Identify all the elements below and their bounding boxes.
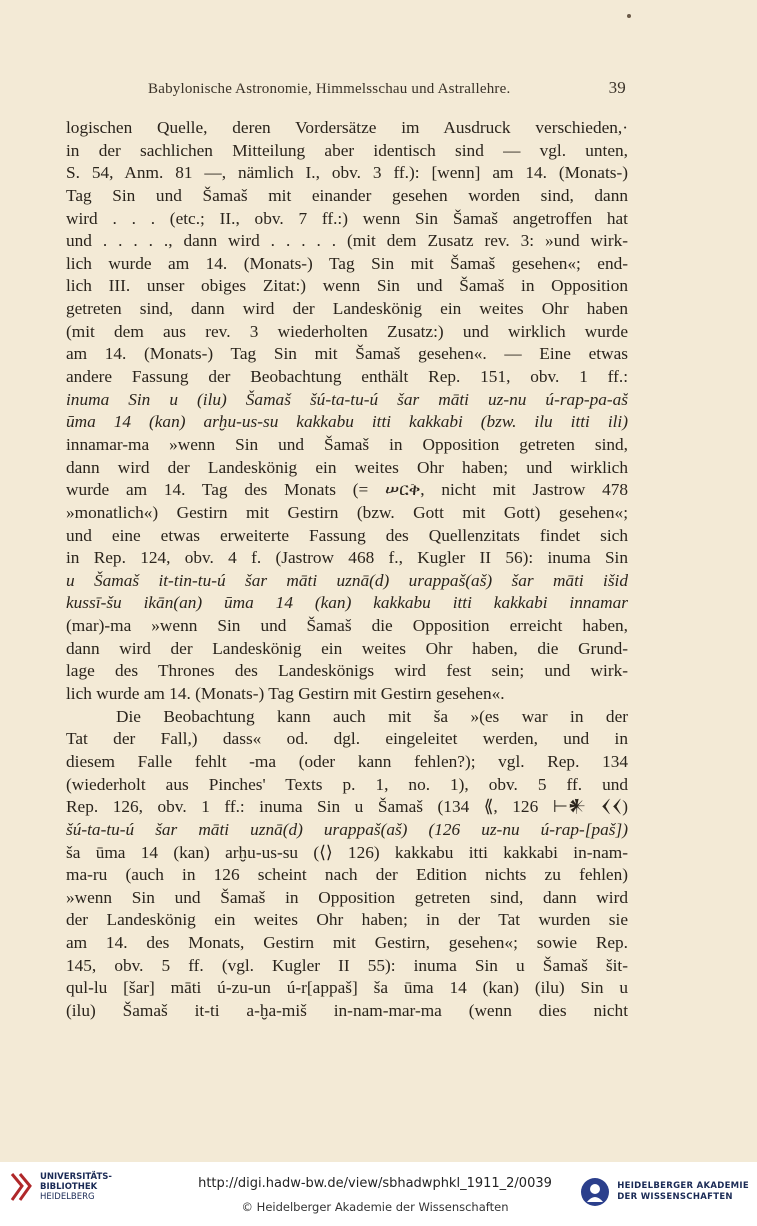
text-line: ūma 14 (kan) arḫu-us-su kakkabu itti kakkabi (bzw. ilu itti ili) [66, 412, 628, 432]
permalink-url[interactable]: http://digi.hadw-bw.de/view/sbhadwphkl_1911_2/0039 [198, 1176, 552, 1191]
academy-logo[interactable] [579, 1176, 749, 1208]
speck-mark [627, 14, 631, 18]
text-line: kussī-šu ikān(an) ūma 14 (kan) kakkabu itti kakkabi innamar [66, 593, 628, 613]
text-line: Rep. 126, obv. 1 ff.: inuma Sin u Šamaš (134 ⟪, 126 ⊢𒀭 𒌋𒌋) [66, 797, 628, 817]
text-line: (ilu) Šamaš it-ti a-ḫa-miš in-nam-mar-ma (wenn dies nicht [66, 1000, 628, 1020]
text-line: (wiederholt aus Pinches' Texts p. 1, no. 1), obv. 5 ff. und [66, 774, 628, 794]
library-emblem-icon [8, 1172, 34, 1202]
text-line: und eine etwas erweiterte Fassung des Quellenzitats findet sich [66, 525, 628, 545]
text-line: qul-lu [šar] māti ú-zu-un ú-r[appaš] ša ūma 14 (kan) (ilu) Sin u [66, 978, 628, 998]
text-line: lich III. unser obiges Zitat:) wenn Sin und Šamaš in Opposition [66, 276, 628, 296]
page-number: 39 [608, 78, 626, 97]
viewer-footer [0, 1162, 757, 1226]
text-line: wurde am 14. Tag des Monats (= ሠርቅ, nicht mit Jastrow 478 [66, 480, 628, 500]
text-line: u Šamaš it-tin-tu-ú šar māti uznā(d) urappaš(aš) šar māti išid [66, 570, 628, 590]
library-name-line: HEIDELBERG [40, 1192, 95, 1202]
text-line: und . . . . ., dann wird . . . . . (mit dem Zusatz rev. 3: »und wirk- [66, 231, 628, 251]
running-header [148, 78, 626, 98]
text-line: S. 54, Anm. 81 —, nämlich I., obv. 3 ff.): [wenn] am 14. (Monats-) [66, 163, 628, 183]
text-line: innamar-ma »wenn Sin und Šamaš in Opposition getreten sind, [66, 434, 628, 454]
text-line: am 14. (Monats-) Tag Sin mit Šamaš gesehen«. — Eine etwas [66, 344, 628, 364]
academy-name-line: HEIDELBERGER AKADEMIE [617, 1181, 749, 1191]
text-line: lich wurde am 14. (Monats-) Tag Gestirn mit Gestirn gesehen«. [66, 684, 505, 704]
university-library-logo[interactable] [8, 1172, 112, 1202]
running-title: Babylonische Astronomie, Himmelsschau und Astrallehre. [148, 81, 511, 97]
text-line: Tat der Fall,) dass« od. dgl. eingeleitet werden, und in [66, 729, 628, 749]
text-line: (mar)-ma »wenn Sin und Šamaš die Opposition erreicht haben, [66, 616, 628, 636]
text-line: inuma Sin u (ilu) Šamaš šú-ta-tu-ú šar māti uz-nu ú-rap-pa-aš [66, 389, 628, 409]
text-line: (mit dem aus rev. 3 wiederholten Zusatz:) und wirklich wurde [66, 321, 628, 341]
text-line: getreten sind, dann wird der Landeskönig ein weites Ohr haben [66, 299, 628, 319]
text-line: lich wurde am 14. (Monats-) Tag Sin mit Šamaš gesehen«; end- [66, 253, 628, 273]
text-line: »wenn Sin und Šamaš in Opposition getreten sind, dann wird [66, 887, 628, 907]
text-line: »monatlich«) Gestirn mit Gestirn (bzw. Gott mit Gott) gesehen«; [66, 502, 628, 522]
text-line: in Rep. 124, obv. 4 f. (Jastrow 468 f., Kugler II 56): inuma Sin [66, 548, 628, 568]
text-line: in der sachlichen Mitteilung aber identisch sind — vgl. unten, [66, 140, 628, 160]
text-line: logischen Quelle, deren Vordersätze im Ausdruck verschieden,· [66, 118, 628, 137]
library-name-line: BIBLIOTHEK [40, 1182, 98, 1192]
text-line: 145, obv. 5 ff. (vgl. Kugler II 55): inuma Sin u Šamaš šit- [66, 955, 628, 975]
text-line: dann wird der Landeskönig ein weites Ohr haben; und wirklich [66, 457, 628, 477]
academy-name-line: DER WISSENSCHAFTEN [617, 1192, 733, 1202]
text-line: Tag Sin und Šamaš mit einander gesehen worden sind, dann [66, 185, 628, 205]
body-text [66, 117, 628, 1023]
text-line: am 14. des Monats, Gestirn mit Gestirn, gesehen«; sowie Rep. [66, 933, 628, 953]
text-line: Die Beobachtung kann auch mit ša »(es war in der [116, 706, 628, 726]
text-line: wird . . . (etc.; II., obv. 7 ff.:) wenn Sin Šamaš angetroffen hat [66, 208, 628, 228]
text-line: lage des Thrones des Landeskönigs wird fest sein; und wirk- [66, 661, 628, 681]
library-name-line: UNIVERSITÄTS- [40, 1172, 112, 1182]
text-line: šú-ta-tu-ú šar māti uznā(d) urappaš(aš) (126 uz-nu ú-rap-[paš]) [66, 819, 628, 839]
academy-seal-icon [579, 1176, 611, 1208]
copyright-notice: © Heidelberger Akademie der Wissenschaften [241, 1200, 509, 1214]
text-line: dann wird der Landeskönig ein weites Ohr haben, die Grund- [66, 638, 628, 658]
text-line: ša ūma 14 (kan) arḫu-us-su (⟨⟩ 126) kakkabu itti kakkabi in-nam- [66, 842, 628, 862]
text-line: der Landeskönig ein weites Ohr haben; in der Tat wurden sie [66, 910, 628, 930]
text-line: diesem Falle fehlt -ma (oder kann fehlen?); vgl. Rep. 134 [66, 751, 628, 771]
text-line: ma-ru (auch in 126 scheint nach der Edition nichts zu fehlen) [66, 865, 628, 885]
text-line: andere Fassung der Beobachtung enthält Rep. 151, obv. 1 ff.: [66, 367, 628, 387]
